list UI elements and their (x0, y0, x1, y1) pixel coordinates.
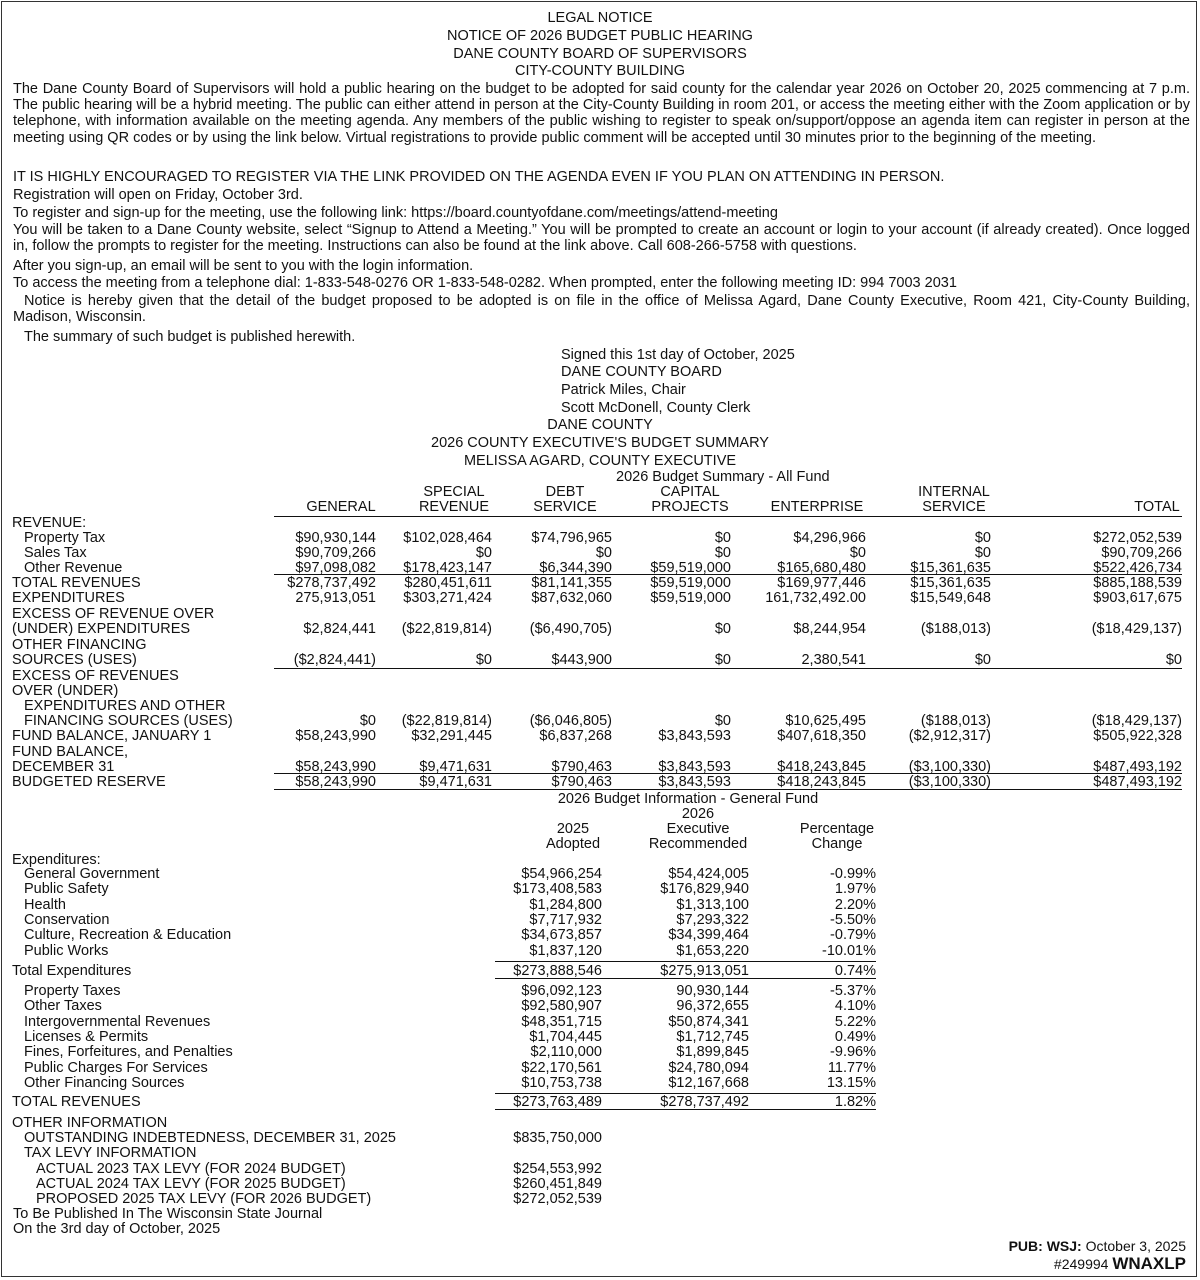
fund-cell: $74,796,965 (531, 530, 612, 546)
fund-cell: ($22,819,814) (401, 713, 492, 729)
fund-cell: $790,463 (551, 759, 612, 775)
expenditure-cell: $54,966,254 (521, 866, 602, 882)
fund-cell: $15,361,635 (910, 560, 991, 576)
revenue-cell: $1,704,445 (529, 1028, 602, 1045)
revenue-cell: $1,899,845 (676, 1044, 749, 1061)
expenditure-cell: $1,284,800 (529, 896, 602, 913)
signer-chair: Patrick Miles, Chair (561, 382, 686, 398)
ad-number: #249994 (1053, 1256, 1109, 1272)
fund-cell: 161,732,492.00 (765, 590, 866, 606)
fund-cell: $885,188,539 (1093, 575, 1182, 591)
summary-county: DANE COUNTY (547, 417, 653, 433)
other-information-value: $260,451,849 (513, 1176, 602, 1192)
total-revenues-cell: 1.82% (834, 1094, 876, 1110)
fund-cell: $6,837,268 (539, 728, 612, 744)
fund-cell: $58,243,990 (295, 759, 376, 775)
email-notice: After you sign-up, an email will be sent to you with the login information. (13, 258, 474, 274)
column-header: GENERAL (306, 499, 376, 515)
total-expenditures-cell: $273,888,546 (513, 963, 602, 979)
total-revenues-label: TOTAL REVENUES (12, 1094, 141, 1110)
revenue-cell: 5.22% (834, 1013, 876, 1030)
fund-row-label: Sales Tax (24, 545, 87, 561)
fund-cell: ($188,013) (920, 621, 991, 637)
expenditure-cell: $1,313,100 (676, 896, 749, 913)
column-header: SERVICE (922, 499, 986, 515)
fund-row-label: EXPENDITURES AND OTHER (24, 698, 226, 714)
fund-cell: $522,426,734 (1093, 560, 1182, 576)
fund-cell: 275,913,051 (295, 590, 376, 606)
notice-title: LEGAL NOTICE (547, 10, 653, 26)
summary-executive: MELISSA AGARD, COUNTY EXECUTIVE (463, 453, 737, 469)
fund-cell: ($22,819,814) (401, 621, 492, 637)
other-information-label: OUTSTANDING INDEBTEDNESS, DECEMBER 31, 2025 (24, 1130, 396, 1146)
expenditure-cell: $7,717,932 (529, 911, 602, 928)
fund-cell: $0 (714, 545, 731, 561)
signed-date: Signed this 1st day of October, 2025 (561, 347, 795, 363)
total-expenditures-cell: $275,913,051 (660, 963, 749, 979)
total-expenditures-cell: 0.74% (834, 963, 876, 979)
fund-cell: ($18,429,137) (1091, 621, 1182, 637)
fund-row-label: OVER (UNDER) (12, 683, 119, 699)
other-information-label: ACTUAL 2024 TAX LEVY (FOR 2025 BUDGET) (36, 1176, 346, 1192)
fund-cell: ($6,046,805) (529, 713, 612, 729)
fund-cell: $790,463 (551, 774, 612, 790)
fund-cell: $0 (849, 545, 866, 561)
revenue-cell: $10,753,738 (521, 1074, 602, 1091)
fund-cell: $178,423,147 (403, 560, 492, 576)
revenue-cell: 0.49% (834, 1028, 876, 1045)
column-header: ENTERPRISE (770, 499, 864, 515)
publication-note: To Be Published In The Wisconsin State Journal (13, 1206, 323, 1222)
fund-cell: $487,493,192 (1093, 759, 1182, 775)
other-information-value: $835,750,000 (513, 1130, 602, 1146)
column-header: SERVICE (533, 499, 597, 515)
total-revenues-underline (495, 1109, 876, 1110)
fund-cell: $0 (359, 713, 376, 729)
expenditure-cell: $34,399,464 (668, 927, 749, 944)
total-revenues-rule (274, 574, 1182, 575)
register-encouragement: IT IS HIGHLY ENCOURAGED TO REGISTER VIA THE LINK PROVIDED ON THE AGENDA EVEN IF YOU PLAN ON ATTENDING IN PERSON. (13, 169, 945, 185)
revenue-cell: $1,712,745 (676, 1028, 749, 1045)
fund-cell: $0 (714, 530, 731, 546)
budgeted-reserve-rule (274, 789, 1182, 790)
fund-row-label: SOURCES (USES) (12, 652, 137, 668)
fund-cell: $169,977,446 (777, 575, 866, 591)
fund-row-label: FUND BALANCE, (12, 744, 129, 760)
publication-label: PUB: WSJ: (1008, 1238, 1082, 1254)
fund-cell: $505,922,328 (1093, 728, 1182, 744)
fund-cell: ($3,100,330) (908, 774, 991, 790)
general-fund-column-header: Percentage (799, 821, 875, 837)
fund-cell: $0 (475, 652, 492, 668)
fund-cell: $418,243,845 (777, 774, 866, 790)
fund-cell: $443,900 (551, 652, 612, 668)
total-revenues-cell: $273,763,489 (513, 1094, 602, 1110)
fund-cell: $58,243,990 (295, 728, 376, 744)
expenditure-cell: -0.99% (830, 866, 876, 882)
total-expenditures-rule (495, 961, 876, 962)
expenditure-label: Public Works (24, 942, 109, 959)
revenue-cell: $92,580,907 (521, 998, 602, 1015)
fund-cell: $0 (1165, 652, 1182, 668)
revenue-label: Other Taxes (24, 998, 102, 1015)
revenue-cell: -9.96% (830, 1044, 876, 1061)
total-expenditures-underline (495, 978, 876, 979)
summary-title: 2026 COUNTY EXECUTIVE'S BUDGET SUMMARY (431, 435, 769, 451)
expenditure-cell: $176,829,940 (660, 881, 749, 898)
expenditure-label: Conservation (24, 911, 110, 928)
fund-cell: 2,380,541 (801, 652, 866, 668)
fund-cell: $3,843,593 (658, 728, 731, 744)
all-fund-title: 2026 Budget Summary - All Fund (616, 469, 830, 485)
legal-notice-page (1, 1, 1197, 1277)
column-header: REVENUE (418, 499, 490, 515)
column-header-top: CAPITAL (660, 484, 720, 500)
revenue-label: Intergovernmental Revenues (24, 1013, 211, 1030)
fund-cell: ($6,490,705) (529, 621, 612, 637)
revenue-cell: $12,167,668 (668, 1074, 749, 1091)
fund-cell: $102,028,464 (403, 530, 492, 546)
signer-clerk: Scott McDonell, County Clerk (561, 400, 751, 416)
publication-date-note: On the 3rd day of October, 2025 (13, 1221, 221, 1237)
fund-cell: ($2,912,317) (908, 728, 991, 744)
revenue-cell: $2,110,000 (530, 1044, 602, 1061)
fund-row-label: TOTAL REVENUES (12, 575, 141, 591)
expenditure-cell: $54,424,005 (668, 866, 749, 882)
fund-row-label: FUND BALANCE, JANUARY 1 (12, 728, 212, 744)
revenue-cell: $96,092,123 (521, 983, 602, 999)
notice-subtitle: NOTICE OF 2026 BUDGET PUBLIC HEARING (447, 28, 753, 44)
fund-cell: ($18,429,137) (1091, 713, 1182, 729)
fund-cell: ($188,013) (920, 713, 991, 729)
expenditure-label: General Government (24, 866, 160, 882)
fund-cell: $58,243,990 (295, 774, 376, 790)
other-financing-rule (274, 668, 1182, 669)
signer-board: DANE COUNTY BOARD (561, 364, 722, 380)
fund-cell: $280,451,611 (404, 575, 492, 591)
revenue-label: Other Financing Sources (24, 1074, 185, 1091)
fund-cell: $418,243,845 (777, 759, 866, 775)
fund-cell: $9,471,631 (419, 774, 492, 790)
fund-cell: $59,519,000 (650, 575, 731, 591)
revenue-cell: -5.37% (830, 983, 876, 999)
fund-cell: $3,843,593 (658, 759, 731, 775)
fund-cell: ($2,824,441) (293, 652, 376, 668)
general-fund-column-header: 2026 (681, 806, 715, 822)
general-fund-column-header: Executive (666, 821, 730, 837)
expenditure-cell: $7,293,322 (676, 911, 749, 928)
building-name: CITY-COUNTY BUILDING (515, 63, 685, 79)
revenue-cell: $48,351,715 (521, 1013, 602, 1030)
fund-cell: $32,291,445 (411, 728, 492, 744)
general-fund-column-header: Adopted (545, 836, 601, 852)
column-header-top: SPECIAL (423, 484, 485, 500)
column-header: TOTAL (1134, 499, 1180, 515)
revenue-label: Licenses & Permits (24, 1028, 149, 1045)
fund-cell: $9,471,631 (419, 759, 492, 775)
fund-cell: $903,617,675 (1093, 590, 1182, 606)
ad-code: WNAXLP (1112, 1254, 1186, 1273)
column-header: PROJECTS (651, 499, 729, 515)
expenditure-cell: 1.97% (834, 881, 876, 898)
hearing-paragraph: The Dane County Board of Supervisors will hold a public hearing on the budget to be adopted for said county for the calendar year 2026 on October 20, 2025 commencing at 7 p.m. The public hearing will be a hybrid meeting. The public can either attend in person at the City-County Building in room 201, or access the meeting either with the Zoom application or by telephone, with information available on the meeting agenda. Any members of the public wishing to register to speak on/support/oppose an agenda item can register in person at the meeting using QR codes or by using the link below. Virtual registrations to provide public comment will be accepted until 30 minutes prior to the beginning of the meeting. (13, 81, 1190, 146)
fund-row-label: EXCESS OF REVENUE OVER (12, 606, 215, 622)
fund-row-label: EXPENDITURES (12, 590, 125, 606)
revenue-cell: 4.10% (834, 998, 876, 1015)
expenditures-label: Expenditures: (12, 852, 101, 868)
telephone-access: To access the meeting from a telephone dial: 1-833-548-0276 OR 1-833-548-0282. When prompted, enter the following meeting ID: 994 7003 2031 (13, 275, 957, 291)
expenditure-cell: $1,837,120 (529, 942, 602, 959)
fund-cell: $90,930,144 (295, 530, 376, 546)
fund-cell: $0 (974, 545, 991, 561)
fund-cell: $6,344,390 (539, 560, 612, 576)
fund-cell: $278,737,492 (287, 575, 376, 591)
fund-cell: $90,709,266 (295, 545, 376, 561)
fund-cell: $0 (974, 530, 991, 546)
board-name: DANE COUNTY BOARD OF SUPERVISORS (453, 46, 747, 62)
fund-cell: $87,632,060 (531, 590, 612, 606)
header-underline (274, 516, 1182, 517)
fund-cell: $407,618,350 (777, 728, 866, 744)
fund-cell: $303,271,424 (403, 590, 492, 606)
other-information-value: $254,553,992 (513, 1161, 602, 1177)
fund-row-label: EXCESS OF REVENUES (12, 668, 179, 684)
december-balance-rule (274, 773, 1182, 774)
fund-cell: $0 (475, 545, 492, 561)
fund-cell: $81,141,355 (531, 575, 612, 591)
revenue-cell: 13.15% (826, 1074, 876, 1091)
revenue-cell: 96,372,655 (676, 998, 749, 1015)
fund-cell: $8,244,954 (793, 621, 866, 637)
fund-cell: $15,549,648 (910, 590, 991, 606)
fund-cell: $4,296,966 (793, 530, 866, 546)
fund-cell: $10,625,495 (785, 713, 866, 729)
other-information-value: $272,052,539 (513, 1191, 602, 1207)
signup-instructions: You will be taken to a Dane County website, select “Signup to Attend a Meeting.” You will be prompted to create an account or login to your account (if already created). Once logged in, follow the prompts to register for the meeting. Instructions can also be found at the link above. Call 608-266-5758 with questions. (13, 222, 1190, 255)
fund-cell: $2,824,441 (303, 621, 376, 637)
revenue-label: REVENUE: (12, 515, 87, 531)
expenditure-cell: $173,408,583 (513, 881, 602, 898)
general-fund-column-header: Recommended (648, 836, 748, 852)
expenditure-label: Public Safety (24, 881, 109, 898)
other-information-label: ACTUAL 2023 TAX LEVY (FOR 2024 BUDGET) (36, 1161, 346, 1177)
total-expenditures-label: Total Expenditures (12, 963, 132, 979)
fund-cell: $15,361,635 (910, 575, 991, 591)
revenue-label: Property Taxes (24, 983, 121, 999)
registration-open: Registration will open on Friday, October 3rd. (13, 187, 303, 203)
expenditure-cell: -0.79% (830, 927, 876, 944)
fund-cell: $97,098,082 (295, 560, 376, 576)
column-header-top: INTERNAL (918, 484, 990, 500)
revenue-cell: $22,170,561 (521, 1059, 602, 1076)
fund-cell: $165,680,480 (777, 560, 866, 576)
other-information-label: TAX LEVY INFORMATION (24, 1145, 197, 1161)
ad-identifier (1054, 1256, 1186, 1272)
expenditure-cell: $34,673,857 (521, 927, 602, 944)
fund-cell: $0 (714, 713, 731, 729)
summary-published-note: The summary of such budget is published herewith. (24, 329, 356, 345)
fund-cell: $272,052,539 (1093, 530, 1182, 546)
revenue-cell: 11.77% (827, 1059, 876, 1076)
fund-cell: $90,709,266 (1101, 545, 1182, 561)
fund-row-label: BUDGETED RESERVE (12, 774, 166, 790)
fund-row-label: OTHER FINANCING (12, 637, 147, 653)
publication-date: October 3, 2025 (1085, 1238, 1186, 1254)
fund-row-label: (UNDER) EXPENDITURES (12, 621, 191, 637)
fund-cell: $487,493,192 (1093, 774, 1182, 790)
other-information-title: OTHER INFORMATION (12, 1115, 168, 1131)
fund-cell: ($3,100,330) (908, 759, 991, 775)
fund-row-label: Property Tax (24, 530, 106, 546)
fund-row-label: DECEMBER 31 (12, 759, 115, 775)
expenditure-label: Culture, Recreation & Education (24, 927, 232, 944)
general-fund-title: 2026 Budget Information - General Fund (557, 791, 819, 807)
fund-cell: $3,843,593 (658, 774, 731, 790)
expenditure-cell: 2.20% (834, 896, 876, 913)
revenue-cell: $24,780,094 (668, 1059, 749, 1076)
fund-cell: $0 (974, 652, 991, 668)
other-information-label: PROPOSED 2025 TAX LEVY (FOR 2026 BUDGET) (36, 1191, 372, 1207)
expenditure-label: Health (24, 896, 66, 913)
expenditure-cell: -10.01% (821, 942, 876, 959)
fund-row-label: FINANCING SOURCES (USES) (24, 713, 233, 729)
fund-cell: $0 (714, 652, 731, 668)
total-revenues-cell: $278,737,492 (660, 1094, 749, 1110)
expenditure-cell: $1,653,220 (676, 942, 749, 959)
general-fund-column-header: 2025 (556, 821, 590, 837)
fund-cell: $0 (595, 545, 612, 561)
budget-on-file-notice: Notice is hereby given that the detail of the budget proposed to be adopted is on file in the office of Melissa Agard, Dane County Executive, Room 421, City-County Building, Madison, Wisconsin. (13, 293, 1190, 326)
general-fund-column-header: Change (811, 836, 863, 852)
fund-cell: $0 (714, 621, 731, 637)
column-header-top: DEBT (545, 484, 585, 500)
registration-link-text: To register and sign-up for the meeting, use the following link: https://board.countyofdane.com/meetings/attend-meeting (13, 205, 778, 221)
revenue-cell: $50,874,341 (668, 1013, 749, 1030)
revenue-cell: 90,930,144 (676, 983, 749, 999)
expenditure-cell: -5.50% (830, 911, 876, 928)
fund-row-label: Other Revenue (24, 560, 123, 576)
publication-line (1009, 1238, 1186, 1254)
fund-cell: $59,519,000 (650, 560, 731, 576)
revenue-label: Fines, Forfeitures, and Penalties (24, 1044, 233, 1061)
revenue-label: Public Charges For Services (24, 1059, 208, 1076)
fund-cell: $59,519,000 (650, 590, 731, 606)
